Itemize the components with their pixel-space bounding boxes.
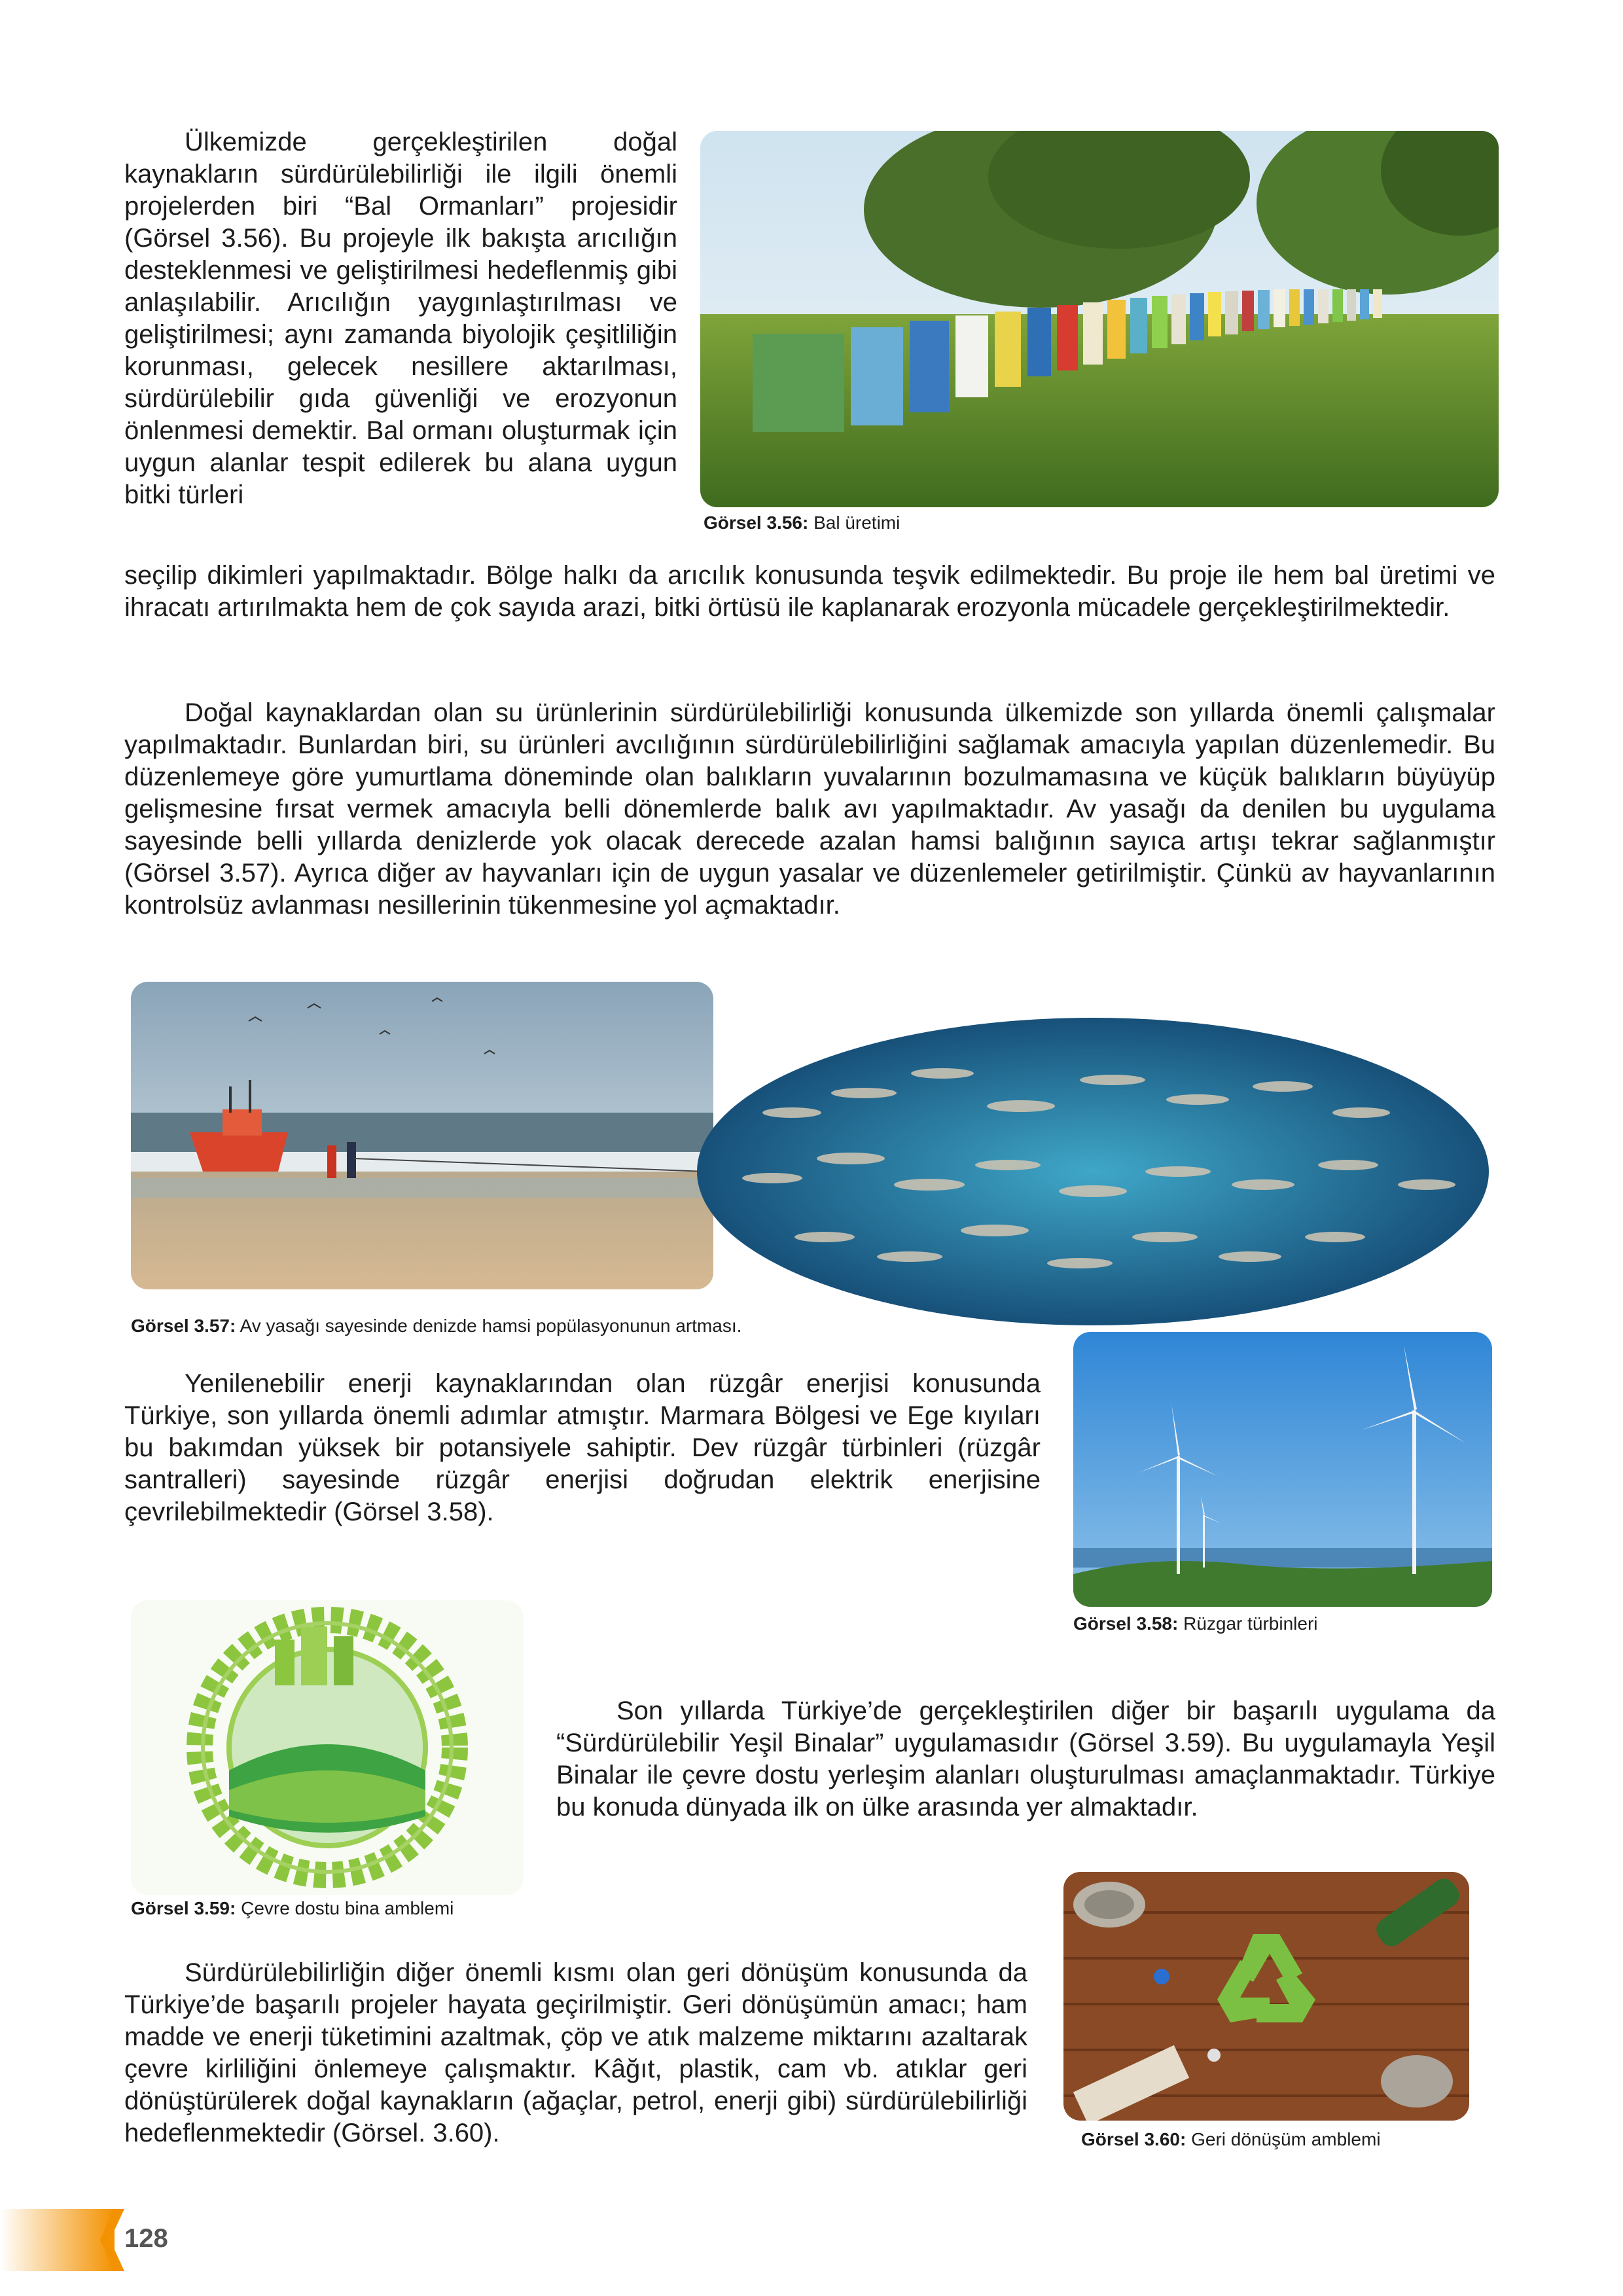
paragraph-ruzgar-enerjisi: Yenilenebilir enerji kaynaklarından olan rüzgâr enerjisi konusunda Türkiye, son yıllarda önemli adımlar atmıştır. Marmara Bölgesi ve Ege kıyıları bu bakımdan yüksek bir potansiyele sahiptir. Dev rüzgâr türbinleri (rüzgâr santralleri) sayesinde rüzgâr enerjisi doğrudan elektrik enerjisine çevrilebilmektedir (Görsel 3.58). bbox=[124, 1369, 1041, 1526]
beehive-photo bbox=[700, 131, 1499, 507]
page-number-tab bbox=[0, 2209, 124, 2271]
wind-turbine-photo bbox=[1073, 1332, 1492, 1607]
anchovy-school-photo bbox=[694, 1014, 1492, 1329]
paragraph-bal-ormanlari-intro: Ülkemizde gerçekleştirilen doğal kaynakların sürdürülebilirliği ile ilgili önemli projelerden biri “Bal Ormanları” projesidir (Görsel 3.56). Bu projeyle ilk bakışta arıcılığın desteklenmesi ve geliştirilmesi hedeflenmiş gibi anlaşılabilir. Arıcılığın yaygınlaştırılması ve geliştirilmesi; aynı zamanda biyolojik çeşitliliğin korunması, gelecek nesillere aktarılması, sürdürülebilir gıda güvenliği ve erozyonun önlenmesi demektir. Bal ormanı oluşturmak için uygun alanlar tespit edilerek bu alana uygun bitki türleri bbox=[124, 128, 677, 509]
page-number: 128 bbox=[124, 2224, 168, 2253]
caption-gorsel-3-58: Görsel 3.58: Rüzgar türbinleri bbox=[1073, 1613, 1318, 1634]
paragraph-su-urunleri: Doğal kaynaklardan olan su ürünlerinin sürdürülebilirliği konusunda ülkemizde son yıllarda önemli çalışmalar yapılmaktadır. Bunlardan biri, su ürünleri avcılığının sürdürülebilirliğini sağlamak amacıyla yapılan düzenlemedir. Bu düzenlemeye göre yumurtlama döneminde olan balıkların yuvalarının bozulmamasına ve küçük balıkların büyüyüp gelişmesine fırsat vermek amacıyla belli dönemlerde balık avı yapılmaktadır. Av yasağı da denilen bu uygulama sayesinde belli yıllarda denizlerde yok olacak derecede azalan hamsi balığının sayıca artışı tekrar sağlanmıştır (Görsel 3.57). Ayrıca diğer av hayvanları için de uygun yasalar ve düzenlemeler getirilmiştir. Çünkü av hayvanlarının kontrolsüz avlanması nesillerinin tükenmesine yol açmaktadır. bbox=[124, 698, 1495, 920]
caption-gorsel-3-60: Görsel 3.60: Geri dönüşüm amblemi bbox=[1081, 2129, 1381, 2149]
recycling-photo bbox=[1063, 1872, 1469, 2121]
caption-gorsel-3-57: Görsel 3.57: Av yasağı sayesinde denizde hamsi popülasyonunun artması. bbox=[131, 1316, 742, 1336]
fishing-boat-photo bbox=[131, 982, 713, 1289]
caption-gorsel-3-56: Görsel 3.56: Bal üretimi bbox=[704, 512, 901, 533]
paragraph-geri-donusum: Sürdürülebilirliğin diğer önemli kısmı olan geri dönüşüm konusunda da Türkiye’de başarılı projeler hayata geçirilmiştir. Geri dönüşümün amacı; ham madde ve enerji tüketimini azaltmak, çöp ve atık malzeme miktarını azaltarak çevre kirliliğini önlemeye çalışmaktır. Kâğıt, plastik, cam vb. atıklar geri dönüştürülerek doğal kaynakların (ağaçlar, petrol, enerji gibi) sürdürülebilirliği hedeflenmektedir (Görsel. 3.60). bbox=[124, 1958, 1027, 2147]
paragraph-yesil-binalar: Son yıllarda Türkiye’de gerçekleştirilen diğer bir başarılı uygulama da “Sürdürülebilir Yeşil Binalar” uygulamasıdır (Görsel 3.59). Bu uygulamayla Yeşil Binalar ile çevre dostu yerleşim alanları oluşturulması amaçlanmaktadır. Türkiye bu konuda dünyada ilk on ülke arasında yer almaktadır. bbox=[556, 1696, 1495, 1821]
paragraph-bal-ormanlari-cont: seçilip dikimleri yapılmaktadır. Bölge halkı da arıcılık konusunda teşvik edilmektedir. Bu proje ile hem bal üretimi ve ihracatı artırılmakta hem de çok sayıda arazi, bitki örtüsü ile kaplanarak erozyonla mücadele gerçekleştirilmektedir. bbox=[124, 561, 1495, 622]
caption-gorsel-3-59: Görsel 3.59: Çevre dostu bina amblemi bbox=[131, 1898, 454, 1918]
green-building-emblem bbox=[131, 1600, 524, 1895]
